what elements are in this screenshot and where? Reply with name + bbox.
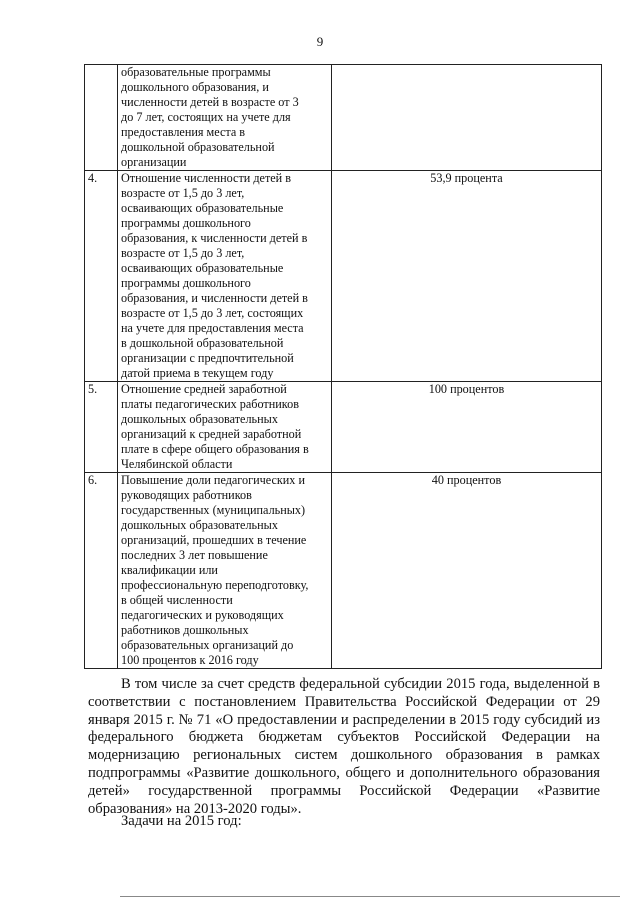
indicator-text: образовательные программы дошкольного образования, и численности детей в возрасте от 3 до 7 лет, состоящих на учете для предоставления места в дошкольной образовательной организации (121, 65, 299, 169)
indicator-text: Отношение численности детей в возрасте от 1,5 до 3 лет, осваивающих образовательные программы дошкольного образования, к численности детей в возрасте от 1,5 до 3 лет, осваивающих образовательные программы дошкольного образования, и численности детей в возрасте от 1,5 до 3 лет, состоящих на учете для предоставления места в дошкольной образовательной организации с предпочтительной датой приема в текущем году (121, 171, 308, 380)
table-row (85, 382, 602, 473)
indicators-table (84, 64, 602, 669)
table-row (85, 473, 602, 669)
target-value: 100 процентов (332, 382, 602, 473)
indicator-cell (118, 473, 332, 669)
indicator-text: Повышение доли педагогических и руководящих работников государственных (муниципальных) дошкольных образовательных организаций, прошедших в течение последних 3 лет повышение квалификации или профессиональную переподготовку, в общей численности педагогических и руководящих работников дошкольных образовательных организаций до 100 процентов к 2016 году (121, 473, 309, 667)
target-value: 40 процентов (332, 473, 602, 669)
row-number: 4. (85, 171, 118, 382)
row-number (85, 65, 118, 171)
indicator-cell (118, 65, 332, 171)
bottom-divider (120, 896, 620, 897)
indicator-text: Отношение средней заработной платы педагогических работников дошкольных образовательных организаций к средней заработной плате в сфере общего образования в Челябинской области (121, 382, 309, 471)
tasks-heading: Задачи на 2015 год: (121, 813, 242, 829)
indicator-cell (118, 382, 332, 473)
body-paragraph: В том числе за счет средств федеральной субсидии 2015 года, выделенной в соответствии с постановлением Правительства Российской Федерации от 29 января 2015 г. № 71 «О предоставлении и распределении в 2015 году субсидий из федерального бюджета бюджетам субъектов Российской Федерации на модернизацию региональных систем дошкольного образования в рамках подпрограммы «Развитие дошкольного, общего и дополнительного образования детей» государственной программы Российской Федерации «Развитие образования» на 2013-2020 годы». (88, 676, 600, 817)
indicator-cell (118, 171, 332, 382)
row-number: 5. (85, 382, 118, 473)
target-value (332, 65, 602, 171)
table-row (85, 171, 602, 382)
row-number: 6. (85, 473, 118, 669)
target-value: 53,9 процента (332, 171, 602, 382)
page-number: 9 (316, 34, 324, 49)
table-row (85, 65, 602, 171)
